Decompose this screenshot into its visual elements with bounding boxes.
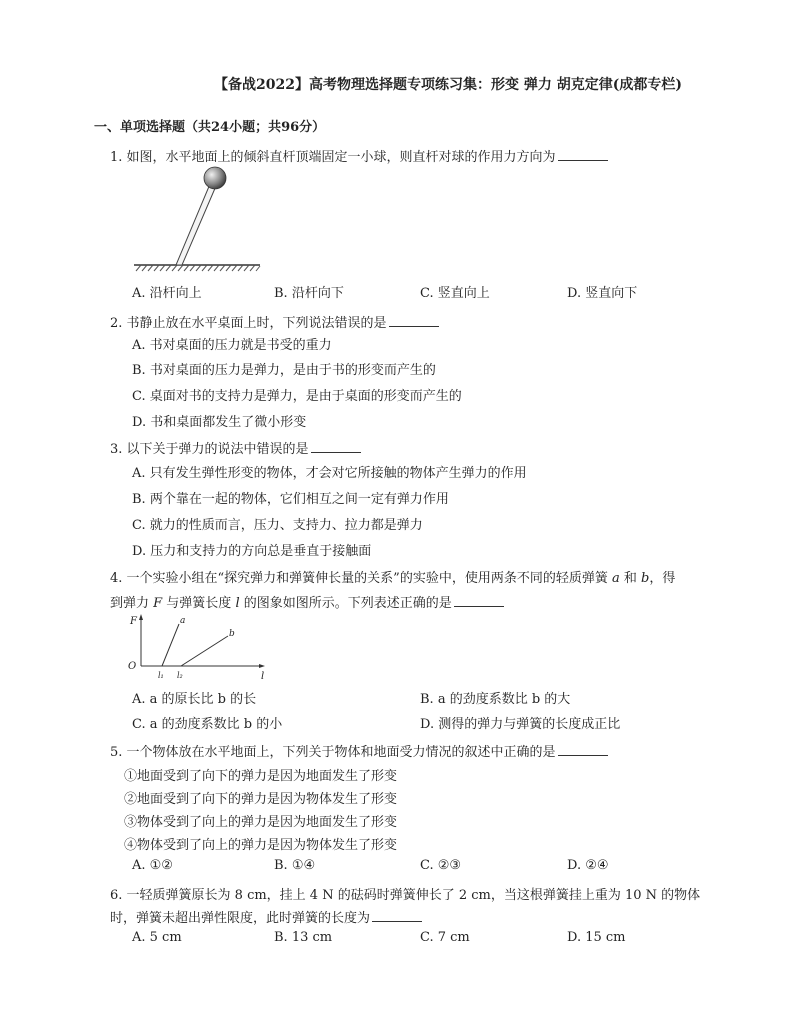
q5-statement-4: ④物体受到了向上的弹力是因为物体发生了形变 xyxy=(124,838,398,853)
x-axis-arrow xyxy=(259,664,265,668)
q4-option-b: B. a 的劲度系数比 b 的大 xyxy=(420,692,571,707)
q5-statement-1: ①地面受到了向下的弹力是因为地面发生了形变 xyxy=(124,769,398,784)
q4-text-part: 4. 一个实验小组在“探究弹力和弹簧伸长量的关系”的实验中，使用两条不同的轻质弹簧 xyxy=(110,571,612,586)
q4-option-c: C. a 的劲度系数比 b 的小 xyxy=(132,717,283,732)
q4-text-part: 和 xyxy=(619,571,641,586)
q5-option-c: C. ②③ xyxy=(420,858,462,873)
question-6-stem-line-2 xyxy=(110,907,422,926)
q5-option-d: D. ②④ xyxy=(567,858,609,873)
q5-option-a: A. ①② xyxy=(132,858,173,873)
answer-blank xyxy=(558,743,608,756)
q6-option-a: A. 5 cm xyxy=(132,930,182,945)
question-2-stem xyxy=(110,312,439,331)
y-axis-arrow xyxy=(139,614,143,620)
question-4-stem-line-2 xyxy=(110,592,504,611)
question-1-figure xyxy=(132,164,262,274)
q5-option-b: B. ①④ xyxy=(274,858,316,873)
q6-option-c: C. 7 cm xyxy=(420,930,470,945)
q3-option-b: B. 两个靠在一起的物体，它们相互之间一定有弹力作用 xyxy=(132,492,449,507)
q4-option-a: A. a 的原长比 b 的长 xyxy=(132,692,257,707)
question-1-stem xyxy=(110,146,608,165)
answer-blank xyxy=(372,909,422,922)
section-heading: 一、单项选择题（共24小题；共96分） xyxy=(94,120,326,135)
q1-option-a: A. 沿杆向上 xyxy=(132,286,202,301)
q3-option-a: A. 只有发生弹性形变的物体，才会对它所接触的物体产生弹力的作用 xyxy=(132,466,527,481)
question-4-stem-line-1 xyxy=(110,567,675,586)
q4-text-part: 的图象如图所示。下列表述正确的是 xyxy=(239,596,452,611)
q4-text-part: 与弹簧长度 xyxy=(162,596,236,611)
question-6-text: 时，弹簧未超出弹性限度，此时弹簧的长度为 xyxy=(110,911,371,926)
line-a-label: a xyxy=(180,616,186,626)
x-axis-label: l xyxy=(261,671,265,682)
question-2-text: 2. 书静止放在水平桌面上时，下列说法错误的是 xyxy=(110,316,387,331)
small-ball xyxy=(204,167,226,189)
q5-statement-3: ③物体受到了向上的弹力是因为地面发生了形变 xyxy=(124,815,398,830)
answer-blank xyxy=(558,148,608,161)
q3-option-c: C. 就力的性质而言，压力、支持力、拉力都是弹力 xyxy=(132,518,423,533)
q1-option-c: C. 竖直向上 xyxy=(420,286,490,301)
q4-var-b: b xyxy=(641,571,650,586)
line-b xyxy=(181,636,228,666)
line-b-label: b xyxy=(229,629,235,639)
q4-option-d: D. 测得的弹力与弹簧的长度成正比 xyxy=(420,717,621,732)
q3-option-d: D. 压力和支持力的方向总是垂直于接触面 xyxy=(132,544,372,559)
q2-option-c: C. 桌面对书的支持力是弹力，是由于桌面的形变而产生的 xyxy=(132,389,462,404)
page-title: 【备战2022】高考物理选择题专项练习集：形变 弹力 胡克定律(成都专栏) xyxy=(214,77,682,93)
q1-option-b: B. 沿杆向下 xyxy=(274,286,344,301)
question-3-text: 3. 以下关于弹力的说法中错误的是 xyxy=(110,442,309,457)
answer-blank xyxy=(311,440,361,453)
q4-text-part: 到弹力 xyxy=(110,596,154,611)
question-6-stem-line-1: 6. 一轻质弹簧原长为 8 cm，挂上 4 N 的砝码时弹簧伸长了 2 cm，当这根弹簧挂上重为 10 N 的物体 xyxy=(110,888,701,903)
q5-statement-2: ②地面受到了向下的弹力是因为物体发生了形变 xyxy=(124,792,398,807)
q2-option-a: A. 书对桌面的压力就是书受的重力 xyxy=(132,338,332,353)
q4-var-a: a xyxy=(611,571,620,586)
q6-option-d: D. 15 cm xyxy=(567,930,626,945)
y-axis-label: F xyxy=(130,616,137,627)
question-4-graph xyxy=(124,612,274,682)
ground-hatching xyxy=(136,265,260,271)
q1-option-d: D. 竖直向下 xyxy=(567,286,638,301)
q2-option-b: B. 书对桌面的压力是弹力，是由于书的形变而产生的 xyxy=(132,363,436,378)
q4-var-F: F xyxy=(153,596,163,611)
origin-label: O xyxy=(128,661,137,672)
q4-text-part: ，得 xyxy=(649,571,676,586)
question-3-stem xyxy=(110,438,361,457)
line-a xyxy=(162,624,179,666)
q4-var-l: l xyxy=(235,596,240,611)
inclined-rod xyxy=(176,184,216,265)
question-5-text: 5. 一个物体放在水平地面上，下列关于物体和地面受力情况的叙述中正确的是 xyxy=(110,745,556,760)
tick-l2-label: l₂ xyxy=(177,671,183,680)
tick-l1-label: l₁ xyxy=(158,671,164,680)
question-5-stem xyxy=(110,741,608,760)
answer-blank xyxy=(454,594,504,607)
q2-option-d: D. 书和桌面都发生了微小形变 xyxy=(132,415,307,430)
question-1-text: 1. 如图，水平地面上的倾斜直杆顶端固定一小球，则直杆对球的作用力方向为 xyxy=(110,150,556,165)
q6-option-b: B. 13 cm xyxy=(274,930,333,945)
answer-blank xyxy=(389,314,439,327)
